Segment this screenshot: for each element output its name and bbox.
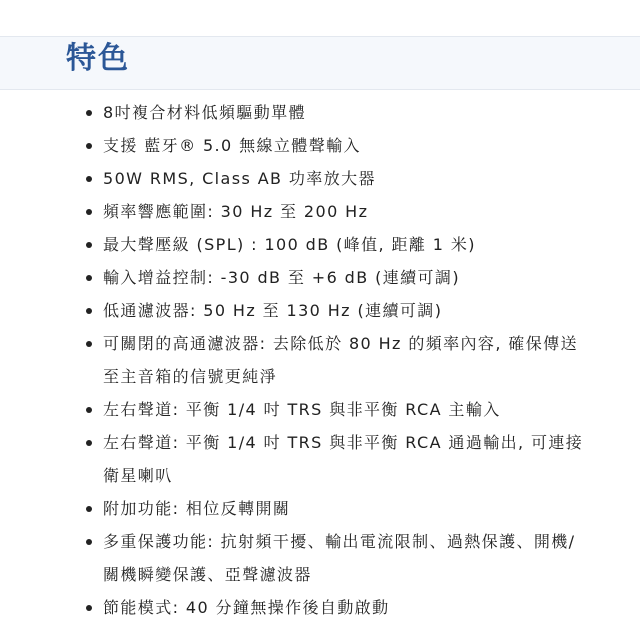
feature-text: 50W RMS, Class AB 功率放大器 xyxy=(103,169,376,188)
feature-item xyxy=(0,591,640,624)
feature-item xyxy=(0,393,640,426)
feature-item xyxy=(0,327,640,393)
bullet-icon xyxy=(86,275,92,281)
bullet-icon xyxy=(86,440,92,446)
feature-text: 支援 藍牙® 5.0 無線立體聲輸入 xyxy=(103,136,361,155)
feature-item xyxy=(0,96,640,129)
bullet-icon xyxy=(86,341,92,347)
feature-item xyxy=(0,426,640,492)
feature-text: 低通濾波器: 50 Hz 至 130 Hz (連續可調) xyxy=(103,301,443,320)
bullet-icon xyxy=(86,308,92,314)
feature-item xyxy=(0,294,640,327)
bullet-icon xyxy=(86,209,92,215)
feature-text: 可關閉的高通濾波器: 去除低於 80 Hz 的頻率內容, 確保傳送至主音箱的信號更純淨 xyxy=(103,334,578,386)
bullet-icon xyxy=(86,242,92,248)
feature-item xyxy=(0,162,640,195)
feature-item xyxy=(0,129,640,162)
feature-text: 附加功能: 相位反轉開關 xyxy=(103,499,291,518)
feature-text: 輸入增益控制: -30 dB 至 +6 dB (連續可調) xyxy=(103,268,460,287)
bullet-icon xyxy=(86,110,92,116)
bullet-icon xyxy=(86,143,92,149)
feature-text: 頻率響應範圍: 30 Hz 至 200 Hz xyxy=(103,202,369,221)
bullet-icon xyxy=(86,605,92,611)
page-title: 特色 xyxy=(66,41,130,76)
feature-item xyxy=(0,261,640,294)
feature-text: 左右聲道: 平衡 1/4 吋 TRS 與非平衡 RCA 通過輸出, 可連接衛星喇叭 xyxy=(103,433,584,485)
bullet-icon xyxy=(86,407,92,413)
feature-item xyxy=(0,492,640,525)
bullet-icon xyxy=(86,539,92,545)
feature-text: 多重保護功能: 抗射頻干擾、輸出電流限制、過熱保護、開機/關機瞬變保護、亞聲濾波器 xyxy=(103,532,576,584)
feature-text: 節能模式: 40 分鐘無操作後自動啟動 xyxy=(103,598,390,617)
bullet-icon xyxy=(86,506,92,512)
feature-item xyxy=(0,228,640,261)
feature-text: 左右聲道: 平衡 1/4 吋 TRS 與非平衡 RCA 主輸入 xyxy=(103,400,501,419)
feature-text: 8吋複合材料低頻驅動單體 xyxy=(103,103,306,122)
bullet-icon xyxy=(86,176,92,182)
feature-item xyxy=(0,195,640,228)
feature-text: 最大聲壓級 (SPL) : 100 dB (峰值, 距離 1 米) xyxy=(103,235,476,254)
feature-item xyxy=(0,525,640,591)
feature-list xyxy=(0,96,640,624)
